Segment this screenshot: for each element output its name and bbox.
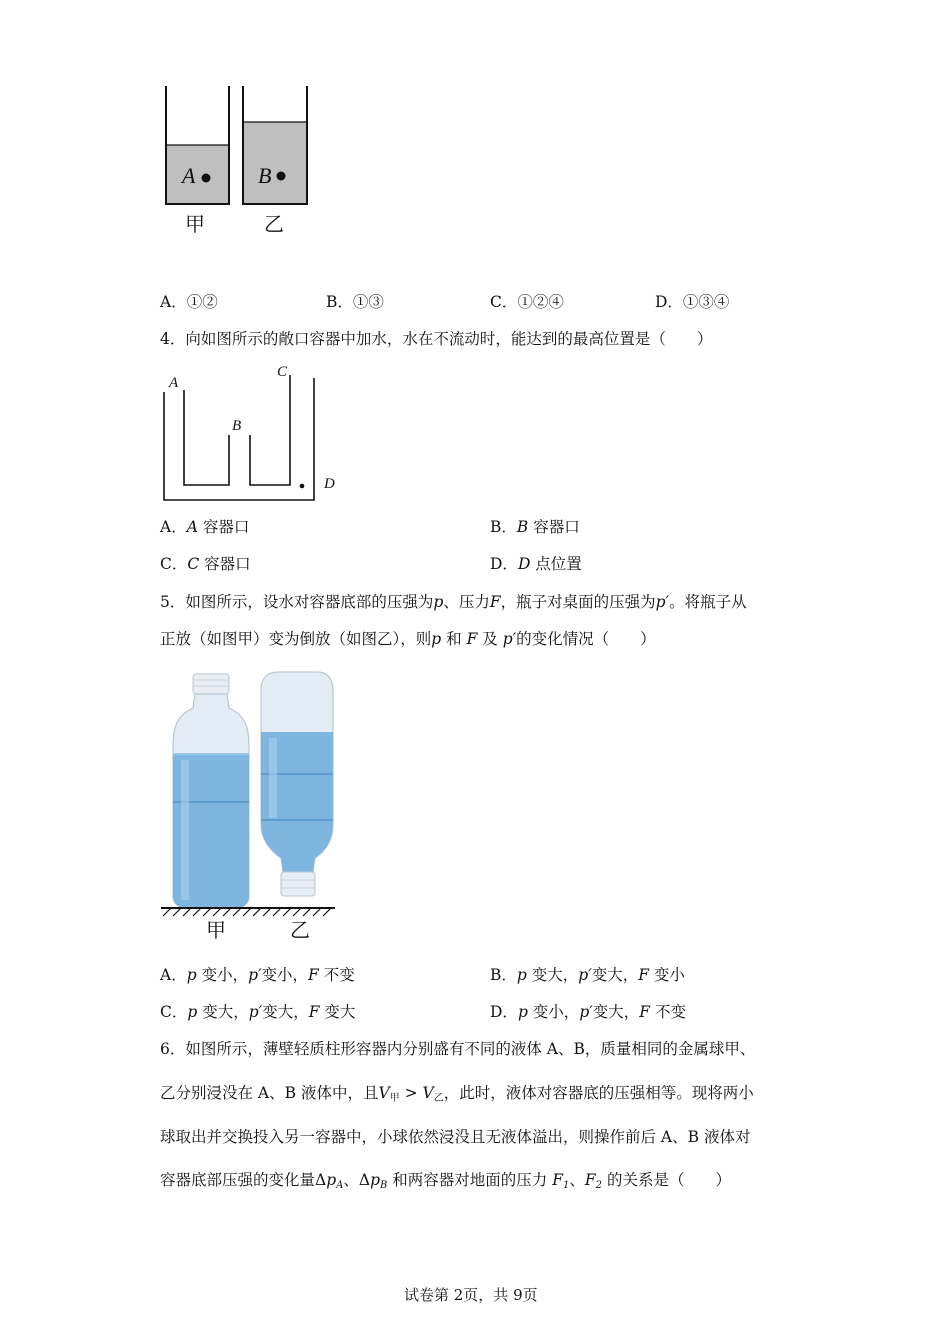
q5-option-b[interactable]: B．p 变大，p′变大，F 变小 [490,966,685,984]
q4-stem: 4．向如图所示的敞口容器中加水，水在不流动时，能达到的最高位置是（ ） [160,330,713,348]
q3-option-d[interactable]: D．①③④ [655,293,730,311]
q6-stem-line4: 容器底部压强的变化量$\Delta p_A$、$\Delta p_B$ 和两容器对地面的压力 $F_1$、$F_2$ 的关系是（ ） [160,1171,731,1191]
q3-option-c[interactable]: C．①②④ [490,293,564,311]
q6-stem-line2: 乙分别浸没在 A、B 液体中，且$V_甲 > V_乙$，此时，液体对容器底的压强相等。现将两小 [160,1084,754,1104]
point-a-label: A [182,163,196,188]
q4-point-d [300,484,305,489]
point-a-dot [202,174,211,183]
q3-option-b[interactable]: B．①③ [326,293,384,311]
q5-option-d[interactable]: D．p 变小，p′变大，F 不变 [490,1003,686,1021]
q5-option-c[interactable]: C．p 变大，p′变大，F 变大 [160,1003,356,1021]
q5-stem-line1: 5．如图所示，设水对容器底部的压强为p、压力F，瓶子对桌面的压强为p′。将瓶子从 [160,593,747,611]
q5-caption-yi: 乙 [290,918,310,942]
q3-figure [150,82,320,242]
page-footer: 试卷第 2页，共 9页 [404,1286,538,1304]
container-jia-liquid [166,145,229,204]
q6-stem-line3: 球取出并交换投入另一容器中，小球依然浸没且无液体溢出，则操作前后 A、B 液体对 [160,1128,751,1146]
q4-label-c: C [277,364,288,380]
q4-option-d[interactable]: D．D 点位置 [490,555,582,573]
q4-label-d: D [324,476,335,492]
q4-figure [150,360,350,510]
q4-label-b: B [232,418,242,434]
q4-option-a[interactable]: A．A 容器口 [160,518,250,536]
q4-option-c[interactable]: C．C 容器口 [160,555,251,573]
q4-container-outline [164,378,314,500]
q5-stem-line2: 正放（如图甲）变为倒放（如图乙），则p 和 F 及 p′的变化情况（ ） [160,630,656,648]
bottle-jia [173,674,249,908]
q5-figure [155,668,345,943]
q3-caption-yi: 乙 [264,212,284,236]
point-b-dot [277,172,286,181]
q6-stem-line1: 6．如图所示，薄壁轻质柱形容器内分别盛有不同的液体 A、B，质量相同的金属球甲、 [160,1040,756,1058]
q4-label-a: A [169,375,179,391]
q3-caption-jia: 甲 [185,212,205,236]
q5-caption-jia: 甲 [206,918,226,942]
point-b-label: B [258,163,272,188]
q3-option-a[interactable]: A．①② [160,293,218,311]
q4-option-b[interactable]: B．B 容器口 [490,518,580,536]
q5-option-a[interactable]: A．p 变小，p′变小，F 不变 [160,966,355,984]
bottle-yi [261,672,333,896]
container-yi-liquid [243,122,307,204]
